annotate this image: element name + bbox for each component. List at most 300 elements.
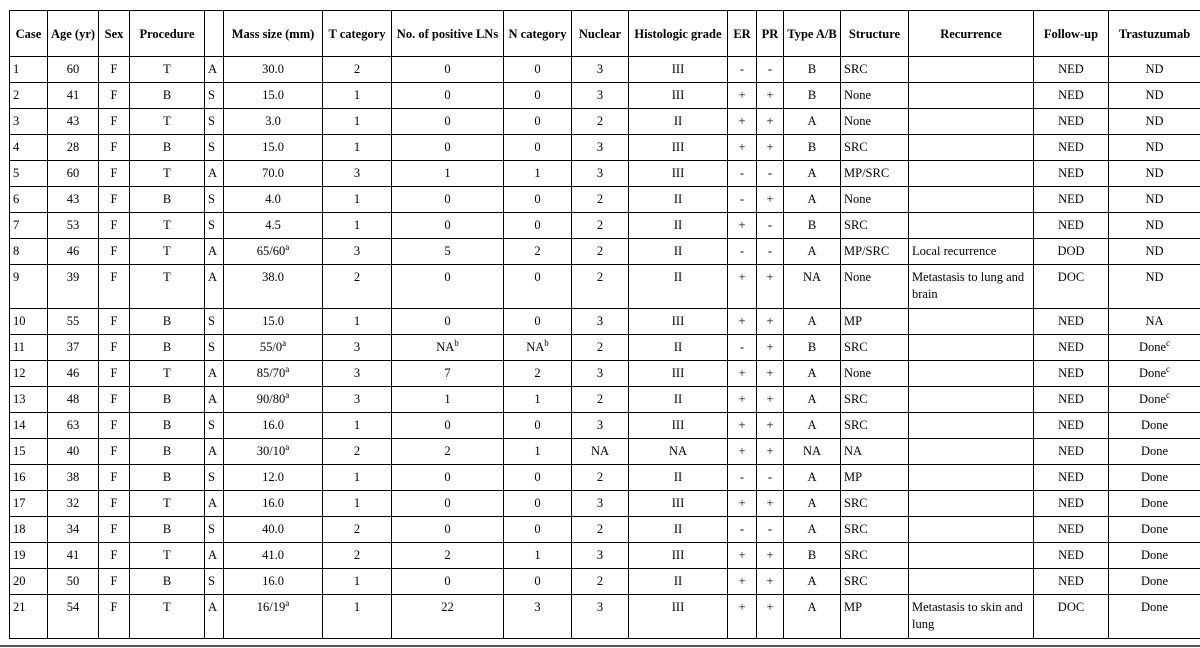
cell-pr: +	[757, 413, 784, 439]
footnote-marker: b	[454, 337, 459, 348]
cell-nuclear: 3	[572, 361, 629, 387]
cell-er: -	[728, 161, 757, 187]
cell-margin: A	[205, 491, 224, 517]
cell-structure: SRC	[841, 569, 909, 595]
cell-age: 50	[48, 569, 99, 595]
cell-n: 0	[504, 569, 572, 595]
cell-recurrence	[909, 161, 1034, 187]
cell-sex: F	[99, 439, 130, 465]
cell-procedure: T	[130, 239, 205, 265]
cell-type: A	[784, 413, 841, 439]
bottom-divider	[0, 645, 1200, 647]
cell-followup: NED	[1034, 413, 1109, 439]
header-row	[10, 11, 1200, 57]
cell-age: 55	[48, 309, 99, 335]
table-row	[10, 161, 1200, 187]
cell-followup: NED	[1034, 465, 1109, 491]
cell-n: 2	[504, 239, 572, 265]
table-row	[10, 465, 1200, 491]
cell-er: -	[728, 57, 757, 83]
cell-followup: NED	[1034, 109, 1109, 135]
cell-mass: 30.0	[224, 57, 323, 83]
cell-ln: 1	[392, 161, 504, 187]
cell-structure: MP	[841, 309, 909, 335]
cell-structure: None	[841, 83, 909, 109]
cell-type: A	[784, 569, 841, 595]
cell-procedure: B	[130, 569, 205, 595]
cell-type: NA	[784, 439, 841, 465]
cell-grade: III	[629, 413, 728, 439]
cell-case: 8	[10, 239, 48, 265]
cell-sex: F	[99, 213, 130, 239]
cell-n: 0	[504, 265, 572, 309]
cell-mass: 30/10$^a$	[224, 439, 323, 465]
cell-recurrence	[909, 213, 1034, 239]
cell-trastuzumab: Done	[1109, 413, 1200, 439]
clinicopathologic-table	[9, 10, 1200, 639]
cell-recurrence	[909, 465, 1034, 491]
cell-age: 46	[48, 361, 99, 387]
cell-t: 3	[323, 335, 392, 361]
cell-pr: +	[757, 135, 784, 161]
cell-n: 0	[504, 187, 572, 213]
cell-t: 1	[323, 569, 392, 595]
cell-sex: F	[99, 569, 130, 595]
cell-followup: NED	[1034, 309, 1109, 335]
cell-t: 1	[323, 465, 392, 491]
cell-pr: +	[757, 265, 784, 309]
cell-type: A	[784, 161, 841, 187]
cell-n: $NA^b$	[504, 335, 572, 361]
table-row	[10, 109, 1200, 135]
cell-followup: NED	[1034, 517, 1109, 543]
cell-procedure: B	[130, 439, 205, 465]
cell-mass: 16.0	[224, 569, 323, 595]
cell-age: 53	[48, 213, 99, 239]
cell-sex: F	[99, 335, 130, 361]
cell-mass: 16.0	[224, 491, 323, 517]
cell-age: 40	[48, 439, 99, 465]
cell-mass: 12.0	[224, 465, 323, 491]
cell-recurrence	[909, 439, 1034, 465]
cell-n: 1	[504, 439, 572, 465]
cell-trastuzumab: Done$^c$	[1109, 361, 1200, 387]
table-row	[10, 595, 1200, 639]
header-er: ER	[728, 11, 757, 57]
cell-recurrence	[909, 387, 1034, 413]
cell-n: 0	[504, 309, 572, 335]
cell-nuclear: 3	[572, 83, 629, 109]
cell-age: 48	[48, 387, 99, 413]
cell-structure: SRC	[841, 517, 909, 543]
cell-trastuzumab: Done	[1109, 465, 1200, 491]
cell-t: 1	[323, 309, 392, 335]
header-sex: Sex	[99, 11, 130, 57]
header-nuclear: Nuclear	[572, 11, 629, 57]
cell-grade: II	[629, 465, 728, 491]
header-age: Age (yr)	[48, 11, 99, 57]
cell-case: 12	[10, 361, 48, 387]
cell-mass: 70.0	[224, 161, 323, 187]
cell-grade: III	[629, 361, 728, 387]
cell-er: +	[728, 265, 757, 309]
header-case: Case	[10, 11, 48, 57]
cell-ln: 0	[392, 57, 504, 83]
cell-pr: +	[757, 109, 784, 135]
cell-structure: SRC	[841, 387, 909, 413]
cell-pr: -	[757, 465, 784, 491]
cell-followup: NED	[1034, 543, 1109, 569]
cell-nuclear: 3	[572, 161, 629, 187]
cell-ln: $NA^b$	[392, 335, 504, 361]
header-histologic-grade: Histologic grade	[629, 11, 728, 57]
header-procedure: Procedure	[130, 11, 205, 57]
cell-margin: A	[205, 387, 224, 413]
cell-recurrence	[909, 517, 1034, 543]
cell-pr: -	[757, 57, 784, 83]
footnote-marker: a	[285, 441, 290, 452]
cell-t: 2	[323, 543, 392, 569]
cell-t: 3	[323, 161, 392, 187]
cell-grade: II	[629, 239, 728, 265]
cell-n: 0	[504, 491, 572, 517]
cell-sex: F	[99, 57, 130, 83]
cell-structure: MP	[841, 595, 909, 639]
cell-followup: DOC	[1034, 265, 1109, 309]
cell-trastuzumab: ND	[1109, 187, 1200, 213]
cell-trastuzumab: Done	[1109, 517, 1200, 543]
cell-mass: 4.0	[224, 187, 323, 213]
table-row	[10, 135, 1200, 161]
cell-recurrence	[909, 135, 1034, 161]
footnote-marker: c	[1166, 363, 1171, 374]
cell-pr: +	[757, 387, 784, 413]
cell-case: 9	[10, 265, 48, 309]
cell-grade: III	[629, 491, 728, 517]
cell-pr: +	[757, 187, 784, 213]
cell-age: 37	[48, 335, 99, 361]
cell-case: 3	[10, 109, 48, 135]
cell-age: 43	[48, 109, 99, 135]
cell-margin: S	[205, 517, 224, 543]
cell-margin: S	[205, 465, 224, 491]
cell-age: 28	[48, 135, 99, 161]
cell-er: +	[728, 309, 757, 335]
cell-followup: NED	[1034, 491, 1109, 517]
cell-procedure: B	[130, 83, 205, 109]
cell-procedure: T	[130, 161, 205, 187]
cell-case: 10	[10, 309, 48, 335]
table-row	[10, 569, 1200, 595]
cell-type: A	[784, 465, 841, 491]
cell-age: 41	[48, 543, 99, 569]
cell-followup: NED	[1034, 161, 1109, 187]
cell-pr: -	[757, 517, 784, 543]
table-row	[10, 309, 1200, 335]
cell-pr: -	[757, 239, 784, 265]
cell-margin: A	[205, 361, 224, 387]
cell-trastuzumab: ND	[1109, 239, 1200, 265]
cell-age: 32	[48, 491, 99, 517]
footnote-marker: a	[285, 363, 290, 374]
cell-nuclear: 2	[572, 569, 629, 595]
cell-er: +	[728, 213, 757, 239]
cell-grade: II	[629, 387, 728, 413]
cell-grade: II	[629, 569, 728, 595]
cell-er: +	[728, 569, 757, 595]
cell-mass: 41.0	[224, 543, 323, 569]
cell-t: 1	[323, 187, 392, 213]
cell-followup: NED	[1034, 335, 1109, 361]
cell-age: 63	[48, 413, 99, 439]
cell-pr: +	[757, 83, 784, 109]
cell-followup: NED	[1034, 57, 1109, 83]
cell-trastuzumab: Done	[1109, 491, 1200, 517]
cell-margin: A	[205, 439, 224, 465]
footnote-marker: c	[1166, 337, 1171, 348]
cell-margin: S	[205, 335, 224, 361]
header-t-category: T category	[323, 11, 392, 57]
cell-age: 39	[48, 265, 99, 309]
cell-nuclear: 2	[572, 465, 629, 491]
cell-mass: 38.0	[224, 265, 323, 309]
cell-mass: 16/19$^a$	[224, 595, 323, 639]
cell-recurrence	[909, 187, 1034, 213]
table-row	[10, 265, 1200, 309]
cell-followup: NED	[1034, 387, 1109, 413]
footnote-marker: a	[282, 337, 287, 348]
cell-followup: NED	[1034, 569, 1109, 595]
footnote-marker: c	[1166, 389, 1171, 400]
cell-type: A	[784, 309, 841, 335]
cell-er: +	[728, 543, 757, 569]
cell-type: B	[784, 57, 841, 83]
cell-er: +	[728, 109, 757, 135]
cell-pr: +	[757, 361, 784, 387]
cell-margin: A	[205, 239, 224, 265]
table-row	[10, 439, 1200, 465]
cell-recurrence	[909, 109, 1034, 135]
cell-type: B	[784, 213, 841, 239]
cell-case: 4	[10, 135, 48, 161]
cell-procedure: B	[130, 413, 205, 439]
cell-mass: 15.0	[224, 83, 323, 109]
cell-recurrence	[909, 491, 1034, 517]
cell-trastuzumab: Done	[1109, 595, 1200, 639]
cell-margin: S	[205, 109, 224, 135]
cell-grade: III	[629, 83, 728, 109]
cell-mass: 85/70$^a$	[224, 361, 323, 387]
cell-er: -	[728, 465, 757, 491]
cell-sex: F	[99, 361, 130, 387]
cell-t: 1	[323, 213, 392, 239]
cell-procedure: T	[130, 361, 205, 387]
cell-sex: F	[99, 543, 130, 569]
cell-structure: SRC	[841, 491, 909, 517]
cell-ln: 0	[392, 109, 504, 135]
cell-margin: S	[205, 187, 224, 213]
cell-sex: F	[99, 517, 130, 543]
cell-grade: II	[629, 265, 728, 309]
header-structure: Structure	[841, 11, 909, 57]
cell-nuclear: 2	[572, 213, 629, 239]
cell-structure: None	[841, 109, 909, 135]
cell-pr: +	[757, 309, 784, 335]
cell-n: 0	[504, 413, 572, 439]
cell-procedure: B	[130, 135, 205, 161]
cell-grade: II	[629, 335, 728, 361]
cell-recurrence	[909, 57, 1034, 83]
cell-structure: SRC	[841, 413, 909, 439]
cell-pr: -	[757, 213, 784, 239]
cell-followup: NED	[1034, 361, 1109, 387]
cell-age: 41	[48, 83, 99, 109]
header-recurrence: Recurrence	[909, 11, 1034, 57]
table-row	[10, 187, 1200, 213]
cell-ln: 0	[392, 491, 504, 517]
cell-case: 2	[10, 83, 48, 109]
cell-mass: 55/0$^a$	[224, 335, 323, 361]
cell-type: B	[784, 135, 841, 161]
cell-er: -	[728, 335, 757, 361]
cell-pr: +	[757, 491, 784, 517]
cell-mass: 15.0	[224, 309, 323, 335]
cell-n: 1	[504, 543, 572, 569]
cell-structure: MP/SRC	[841, 161, 909, 187]
cell-er: +	[728, 491, 757, 517]
cell-recurrence	[909, 361, 1034, 387]
cell-ln: 0	[392, 309, 504, 335]
header-type-ab: Type A/B	[784, 11, 841, 57]
cell-er: +	[728, 83, 757, 109]
cell-followup: DOC	[1034, 595, 1109, 639]
cell-case: 18	[10, 517, 48, 543]
cell-case: 7	[10, 213, 48, 239]
cell-recurrence	[909, 569, 1034, 595]
cell-er: -	[728, 239, 757, 265]
cell-margin: A	[205, 57, 224, 83]
cell-case: 16	[10, 465, 48, 491]
cell-grade: II	[629, 213, 728, 239]
cell-grade: III	[629, 543, 728, 569]
cell-recurrence	[909, 309, 1034, 335]
header-positive-lns: No. of positive LNs	[392, 11, 504, 57]
footnote-marker: a	[285, 241, 290, 252]
cell-recurrence	[909, 83, 1034, 109]
cell-case: 6	[10, 187, 48, 213]
cell-er: +	[728, 135, 757, 161]
cell-structure: SRC	[841, 135, 909, 161]
cell-t: 1	[323, 109, 392, 135]
cell-trastuzumab: ND	[1109, 83, 1200, 109]
cell-grade: III	[629, 135, 728, 161]
cell-nuclear: 3	[572, 543, 629, 569]
cell-age: 46	[48, 239, 99, 265]
cell-t: 1	[323, 413, 392, 439]
cell-followup: DOD	[1034, 239, 1109, 265]
cell-margin: S	[205, 569, 224, 595]
cell-n: 3	[504, 595, 572, 639]
cell-t: 1	[323, 135, 392, 161]
cell-ln: 0	[392, 569, 504, 595]
table-row	[10, 213, 1200, 239]
cell-type: A	[784, 517, 841, 543]
cell-recurrence: Metastasis to skin and lung	[909, 595, 1034, 639]
table-row	[10, 413, 1200, 439]
cell-ln: 2	[392, 543, 504, 569]
cell-sex: F	[99, 309, 130, 335]
cell-case: 20	[10, 569, 48, 595]
cell-n: 0	[504, 135, 572, 161]
cell-n: 0	[504, 517, 572, 543]
cell-procedure: T	[130, 595, 205, 639]
cell-er: +	[728, 413, 757, 439]
cell-n: 0	[504, 213, 572, 239]
cell-grade: II	[629, 187, 728, 213]
cell-t: 2	[323, 517, 392, 543]
cell-nuclear: 3	[572, 309, 629, 335]
cell-er: +	[728, 361, 757, 387]
cell-procedure: B	[130, 387, 205, 413]
cell-sex: F	[99, 265, 130, 309]
cell-age: 43	[48, 187, 99, 213]
cell-ln: 2	[392, 439, 504, 465]
cell-trastuzumab: Done$^c$	[1109, 387, 1200, 413]
cell-ln: 0	[392, 465, 504, 491]
cell-case: 17	[10, 491, 48, 517]
cell-procedure: B	[130, 309, 205, 335]
cell-pr: +	[757, 439, 784, 465]
cell-type: A	[784, 491, 841, 517]
table-body	[10, 57, 1200, 639]
cell-pr: +	[757, 335, 784, 361]
cell-ln: 0	[392, 187, 504, 213]
table-row	[10, 335, 1200, 361]
cell-structure: None	[841, 265, 909, 309]
cell-mass: 90/80$^a$	[224, 387, 323, 413]
cell-type: B	[784, 335, 841, 361]
cell-structure: MP	[841, 465, 909, 491]
cell-t: 2	[323, 57, 392, 83]
cell-grade: III	[629, 309, 728, 335]
cell-structure: MP/SRC	[841, 239, 909, 265]
cell-grade: III	[629, 595, 728, 639]
cell-case: 14	[10, 413, 48, 439]
cell-er: +	[728, 387, 757, 413]
cell-nuclear: 3	[572, 57, 629, 83]
cell-procedure: B	[130, 187, 205, 213]
cell-procedure: B	[130, 517, 205, 543]
cell-ln: 0	[392, 517, 504, 543]
cell-margin: S	[205, 83, 224, 109]
cell-procedure: T	[130, 57, 205, 83]
cell-recurrence	[909, 543, 1034, 569]
cell-nuclear: 2	[572, 109, 629, 135]
cell-er: -	[728, 517, 757, 543]
cell-structure: NA	[841, 439, 909, 465]
cell-trastuzumab: Done	[1109, 439, 1200, 465]
cell-ln: 0	[392, 413, 504, 439]
cell-trastuzumab: Done$^c$	[1109, 335, 1200, 361]
cell-n: 2	[504, 361, 572, 387]
table-row	[10, 83, 1200, 109]
cell-procedure: T	[130, 265, 205, 309]
cell-ln: 0	[392, 83, 504, 109]
cell-recurrence: Metastasis to lung and brain	[909, 265, 1034, 309]
cell-grade: NA	[629, 439, 728, 465]
footnote-marker: a	[285, 389, 290, 400]
cell-t: 1	[323, 83, 392, 109]
